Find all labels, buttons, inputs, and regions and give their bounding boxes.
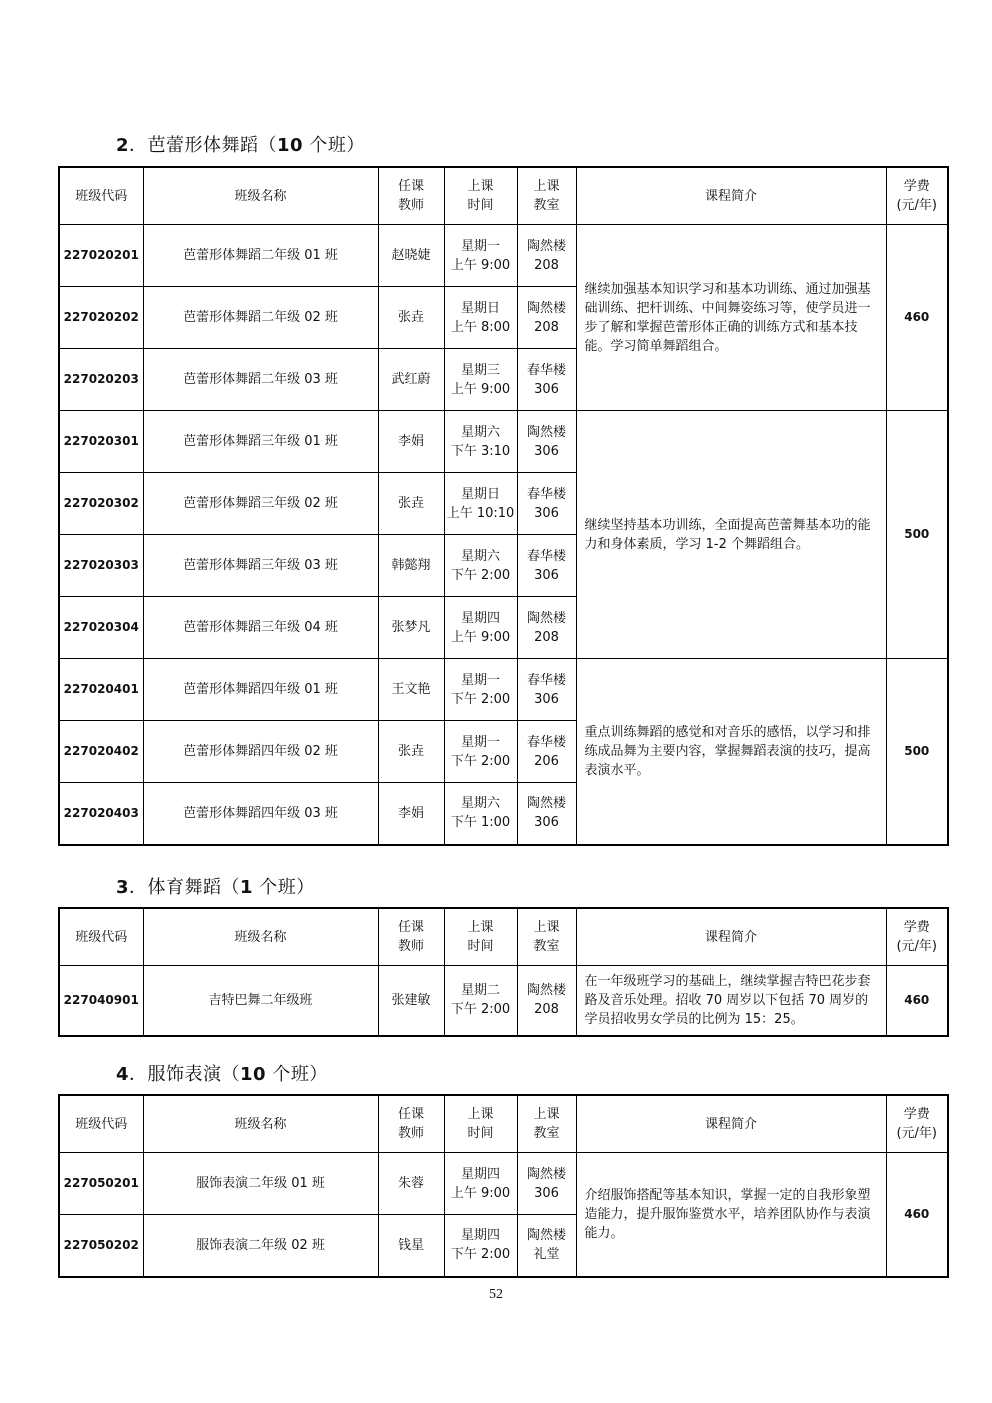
teacher: 韩懿翔 xyxy=(378,535,444,597)
course-description: 继续加强基本知识学习和基本功训练、通过加强基础训练、把杆训练、中间舞姿练习等，使学员进一步了解和掌握芭蕾形体正确的训练方式和基本技能。学习简单舞蹈组合。 xyxy=(576,225,886,411)
header-code: 班级代码 xyxy=(59,167,143,225)
header-row xyxy=(59,1095,948,1153)
header-desc: 课程简介 xyxy=(576,1095,886,1153)
class-code: 227020301 xyxy=(59,411,143,473)
class-name: 芭蕾形体舞蹈三年级 04 班 xyxy=(143,597,378,659)
table-row xyxy=(59,411,948,473)
header-room: 上课 教室 xyxy=(517,167,576,225)
section-number: 4 xyxy=(116,1064,130,1085)
teacher: 张垚 xyxy=(378,721,444,783)
header-time: 上课 时间 xyxy=(444,908,517,966)
class-name: 芭蕾形体舞蹈三年级 02 班 xyxy=(143,473,378,535)
table-row xyxy=(59,659,948,721)
class-code: 227020203 xyxy=(59,349,143,411)
teacher: 朱蓉 xyxy=(378,1153,444,1215)
tuition-fee: 500 xyxy=(886,411,948,659)
class-name: 芭蕾形体舞蹈四年级 02 班 xyxy=(143,721,378,783)
section-name: 芭蕾形体舞蹈（ xyxy=(147,135,278,156)
class-time: 星期六 下午 1:00 xyxy=(444,783,517,845)
class-code: 227020201 xyxy=(59,225,143,287)
class-name: 芭蕾形体舞蹈二年级 01 班 xyxy=(143,225,378,287)
header-desc: 课程简介 xyxy=(576,167,886,225)
table-row xyxy=(59,1153,948,1215)
class-time: 星期一 下午 2:00 xyxy=(444,721,517,783)
classroom: 春华楼 206 xyxy=(517,721,576,783)
header-row xyxy=(59,908,948,966)
page-number: 52 xyxy=(489,1287,503,1302)
header-desc: 课程简介 xyxy=(576,908,886,966)
teacher: 钱星 xyxy=(378,1215,444,1277)
class-name: 服饰表演二年级 02 班 xyxy=(143,1215,378,1277)
course-description: 介绍服饰搭配等基本知识，掌握一定的自我形象塑造能力，提升服饰鉴赏水平，培养团队协作与表演能力。 xyxy=(576,1153,886,1277)
tuition-fee: 460 xyxy=(886,225,948,411)
header-row xyxy=(59,167,948,225)
classroom: 春华楼 306 xyxy=(517,659,576,721)
classroom: 陶然楼 208 xyxy=(517,597,576,659)
header-time: 上课 时间 xyxy=(444,1095,517,1153)
section-title-3: 3．体育舞蹈（1 个班） xyxy=(116,877,315,898)
class-time: 星期日 上午 10:10 xyxy=(444,473,517,535)
header-fee: 学费 (元/年) xyxy=(886,908,948,966)
classroom: 陶然楼 208 xyxy=(517,966,576,1036)
class-code: 227020402 xyxy=(59,721,143,783)
class-time: 星期四 上午 9:00 xyxy=(444,597,517,659)
header-name: 班级名称 xyxy=(143,167,378,225)
class-code: 227040901 xyxy=(59,966,143,1036)
tuition-fee: 460 xyxy=(886,966,948,1036)
classroom: 陶然楼 礼堂 xyxy=(517,1215,576,1277)
class-name: 芭蕾形体舞蹈二年级 02 班 xyxy=(143,287,378,349)
teacher: 张垚 xyxy=(378,287,444,349)
header-code: 班级代码 xyxy=(59,908,143,966)
section-title-4: 4．服饰表演（10 个班） xyxy=(116,1064,328,1085)
classroom: 陶然楼 306 xyxy=(517,783,576,845)
course-description: 继续坚持基本功训练，全面提高芭蕾舞基本功的能力和身体素质，学习 1-2 个舞蹈组合。 xyxy=(576,411,886,659)
class-code: 227020302 xyxy=(59,473,143,535)
course-description: 重点训练舞蹈的感觉和对音乐的感悟，以学习和排练成品舞为主要内容，掌握舞蹈表演的技巧，提高表演水平。 xyxy=(576,659,886,845)
course-table-ballet xyxy=(58,166,949,846)
header-name: 班级名称 xyxy=(143,1095,378,1153)
class-time: 星期四 下午 2:00 xyxy=(444,1215,517,1277)
classroom: 春华楼 306 xyxy=(517,535,576,597)
class-code: 227050202 xyxy=(59,1215,143,1277)
classroom: 陶然楼 208 xyxy=(517,225,576,287)
section-count: 1 xyxy=(240,877,254,898)
class-name: 芭蕾形体舞蹈三年级 03 班 xyxy=(143,535,378,597)
header-time: 上课 时间 xyxy=(444,167,517,225)
teacher: 赵晓婕 xyxy=(378,225,444,287)
table-row xyxy=(59,225,948,287)
class-time: 星期四 上午 9:00 xyxy=(444,1153,517,1215)
section-count: 10 xyxy=(240,1064,267,1085)
class-time: 星期三 上午 9:00 xyxy=(444,349,517,411)
class-code: 227020202 xyxy=(59,287,143,349)
class-code: 227050201 xyxy=(59,1153,143,1215)
class-time: 星期一 下午 2:00 xyxy=(444,659,517,721)
class-name: 服饰表演二年级 01 班 xyxy=(143,1153,378,1215)
header-code: 班级代码 xyxy=(59,1095,143,1153)
classroom: 陶然楼 208 xyxy=(517,287,576,349)
class-code: 227020403 xyxy=(59,783,143,845)
class-time: 星期六 下午 3:10 xyxy=(444,411,517,473)
teacher: 张垚 xyxy=(378,473,444,535)
section-count: 10 xyxy=(277,135,304,156)
teacher: 张梦凡 xyxy=(378,597,444,659)
header-teacher: 任课 教师 xyxy=(378,908,444,966)
section-number: 2 xyxy=(116,135,130,156)
teacher: 李娟 xyxy=(378,411,444,473)
section-name: 服饰表演（ xyxy=(147,1064,241,1085)
class-name: 吉特巴舞二年级班 xyxy=(143,966,378,1036)
header-teacher: 任课 教师 xyxy=(378,1095,444,1153)
section-title-2: 2．芭蕾形体舞蹈（10 个班） xyxy=(116,135,365,156)
section-number: 3 xyxy=(116,877,130,898)
header-fee: 学费 (元/年) xyxy=(886,167,948,225)
course-table-fashion-show xyxy=(58,1094,949,1278)
header-room: 上课 教室 xyxy=(517,908,576,966)
teacher: 张建敏 xyxy=(378,966,444,1036)
classroom: 春华楼 306 xyxy=(517,473,576,535)
classroom: 春华楼 306 xyxy=(517,349,576,411)
table-row xyxy=(59,966,948,1036)
header-teacher: 任课 教师 xyxy=(378,167,444,225)
classroom: 陶然楼 306 xyxy=(517,1153,576,1215)
teacher: 李娟 xyxy=(378,783,444,845)
class-time: 星期二 下午 2:00 xyxy=(444,966,517,1036)
class-name: 芭蕾形体舞蹈四年级 03 班 xyxy=(143,783,378,845)
tuition-fee: 500 xyxy=(886,659,948,845)
class-time: 星期一 上午 9:00 xyxy=(444,225,517,287)
classroom: 陶然楼 306 xyxy=(517,411,576,473)
class-time: 星期六 下午 2:00 xyxy=(444,535,517,597)
course-table-sports-dance xyxy=(58,907,949,1037)
section-name: 体育舞蹈（ xyxy=(147,877,241,898)
class-time: 星期日 上午 8:00 xyxy=(444,287,517,349)
class-code: 227020401 xyxy=(59,659,143,721)
course-description: 在一年级班学习的基础上，继续掌握吉特巴花步套路及音乐处理。招收 70 周岁以下包括 70 周岁的学员招收男女学员的比例为 15：25。 xyxy=(576,966,886,1036)
teacher: 武红蔚 xyxy=(378,349,444,411)
teacher: 王文艳 xyxy=(378,659,444,721)
header-room: 上课 教室 xyxy=(517,1095,576,1153)
class-name: 芭蕾形体舞蹈三年级 01 班 xyxy=(143,411,378,473)
header-name: 班级名称 xyxy=(143,908,378,966)
header-fee: 学费 (元/年) xyxy=(886,1095,948,1153)
class-code: 227020303 xyxy=(59,535,143,597)
class-name: 芭蕾形体舞蹈四年级 01 班 xyxy=(143,659,378,721)
tuition-fee: 460 xyxy=(886,1153,948,1277)
class-code: 227020304 xyxy=(59,597,143,659)
class-name: 芭蕾形体舞蹈二年级 03 班 xyxy=(143,349,378,411)
